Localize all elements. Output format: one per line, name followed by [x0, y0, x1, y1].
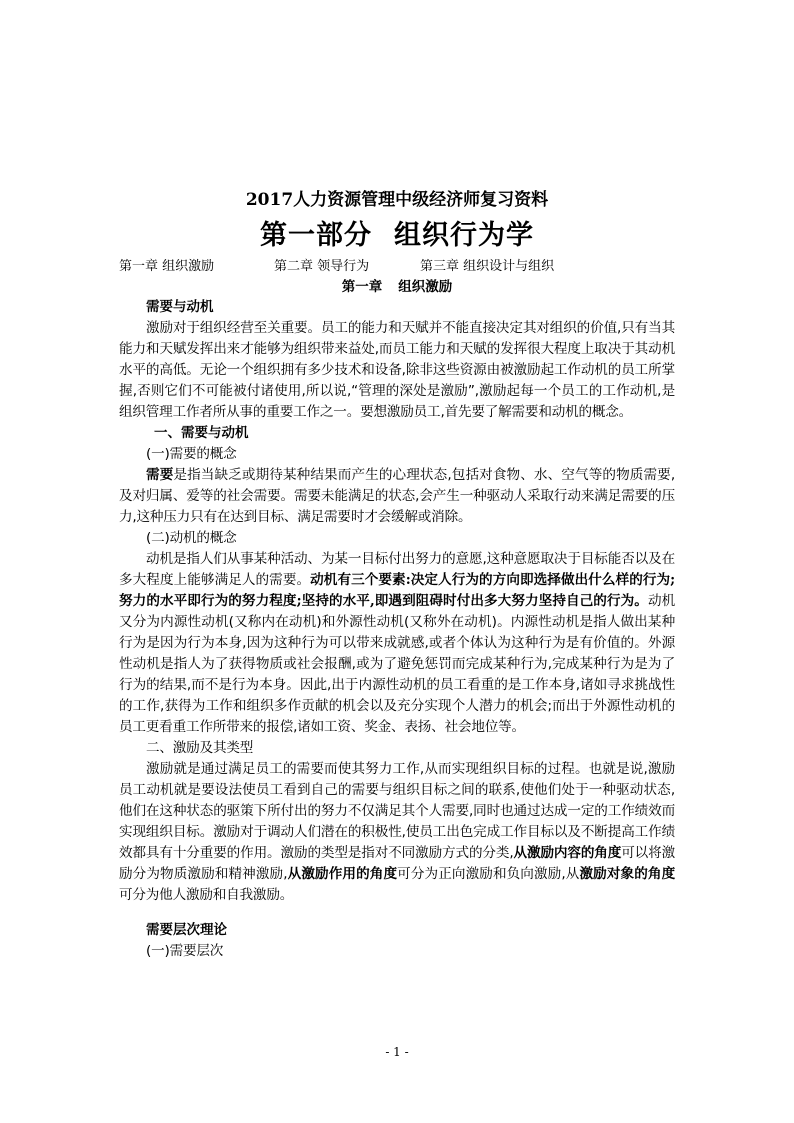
- document-title: 2017人力资源管理中级经济师复习资料: [245, 190, 549, 210]
- section-heading-need-motive: 需要与动机: [146, 299, 214, 315]
- motive-paragraph: [119, 549, 675, 738]
- section-heading-hierarchy: 需要层次理论: [146, 922, 227, 938]
- chapter-nav-item-2: 第二章 领导行为: [274, 259, 370, 274]
- need-definition: 是指当缺乏或期待某种结果而产生的心理状态,包括对食物、水、空气等的物质需要,及对归属、爱等的社会需要。需要未能满足的状态,会产生一种驱动人采取行动来满足需要的压力,这种压力只有在达到目标、满足需要时才会缓解或消除。: [119, 467, 675, 525]
- page-content: [119, 186, 675, 962]
- motive-elements: 动机有三个要素:决定人行为的方向即选择做出什么样的行为;努力的水平即行为的努力程度;坚持的水平,即遇到阻碍时付出多大努力坚持自己的行为。: [119, 572, 675, 609]
- subheading-need-hierarchy: (一)需要层次: [146, 943, 224, 959]
- subheading-incentive-types: 二、激励及其类型: [146, 740, 254, 756]
- part-name: 组织行为学: [394, 220, 534, 251]
- chapter-heading: [119, 277, 675, 297]
- need-term: 需要: [146, 467, 174, 483]
- chapter-nav-item-1: 第一章 组织激励: [119, 259, 215, 274]
- motive-definition: 动机是指人们从事某种活动、为某一目标付出努力的意愿,这种意愿取决于目标能否以及在多大程度上能够满足人的需要。: [119, 551, 675, 588]
- page-number: - 1 -: [385, 1045, 409, 1059]
- chapter-name: 组织激励: [398, 279, 453, 295]
- chapter-number: 第一章: [341, 279, 383, 295]
- subheading-motive-concept: (二)动机的概念: [146, 530, 237, 546]
- part-number: 第一部分: [260, 220, 372, 251]
- part-title: [119, 216, 675, 256]
- need-paragraph: [119, 465, 675, 528]
- subheading-need-concept: (一)需要的概念: [146, 446, 237, 462]
- incentive-paragraph: [119, 759, 675, 906]
- subheading-need-and-motive: 一、需要与动机: [154, 425, 249, 441]
- incentive-bold-3: 激励对象的角度: [579, 866, 675, 882]
- incentive-text-2: 可以将激励分为物质激励和精神激励,: [119, 845, 675, 882]
- chapter-nav-item-3: 第三章 组织设计与组织: [420, 259, 555, 274]
- motive-types: 动机又分为内源性动机(又称内在动机)和外源性动机(又称外在动机)。内源性动机是指人做出某种行为是因为行为本身,因为这种行为可以带来成就感,或者个体认为这种行为是有价值的。外源性动机是指人为了获得物质或社会报酬,或为了避免惩罚而完成某种行为,完成某种行为是为了行为的结果,而不是行为本身。因此,出于内源性动机的员工看重的是工作本身,诸如寻求挑战性的工作,获得为工作和组织多作贡献的机会以及充分实现个人潜力的机会;而出于外源性动机的员工更看重工作所带来的报偿,诸如工资、奖金、表扬、社会地位等。: [119, 593, 675, 735]
- incentive-text-3: 可分为正向激励和负向激励,从: [397, 866, 580, 882]
- incentive-bold-2: 从激励作用的角度: [287, 866, 398, 882]
- incentive-bold-1: 从激励内容的角度: [513, 845, 622, 861]
- chapter-nav: [119, 257, 675, 277]
- intro-paragraph: 激励对于组织经营至关重要。员工的能力和天赋并不能直接决定其对组织的价值,只有当其能力和天赋发挥出来才能够为组织带来益处,而员工能力和天赋的发挥很大程度上取决于其动机水平的高低。无论一个组织拥有多少技术和设备,除非这些资源由被激励起工作动机的员工所掌握,否则它们不可能被付诸使用,所以说,“管理的深处是激励”,激励起每一个员工的工作动机,是组织管理工作者所从事的重要工作之一。要想激励员工,首先要了解需要和动机的概念。: [119, 320, 675, 420]
- incentive-text-4: 可分为他人激励和自我激励。: [119, 887, 294, 903]
- incentive-text-1: 激励就是通过满足员工的需要而使其努力工作,从而实现组织目标的过程。也就是说,激励员工动机就是要设法使员工看到自己的需要与组织目标之间的联系,使他们处于一种驱动状态,他们在这种状态的驱策下所付出的努力不仅满足其个人需要,同时也通过达成一定的工作绩效而实现组织目标。激励对于调动人们潜在的积极性,使员工出色完成工作目标以及不断提高工作绩效都具有十分重要的作用。激励的类型是指对不同激励方式的分类,: [119, 761, 675, 861]
